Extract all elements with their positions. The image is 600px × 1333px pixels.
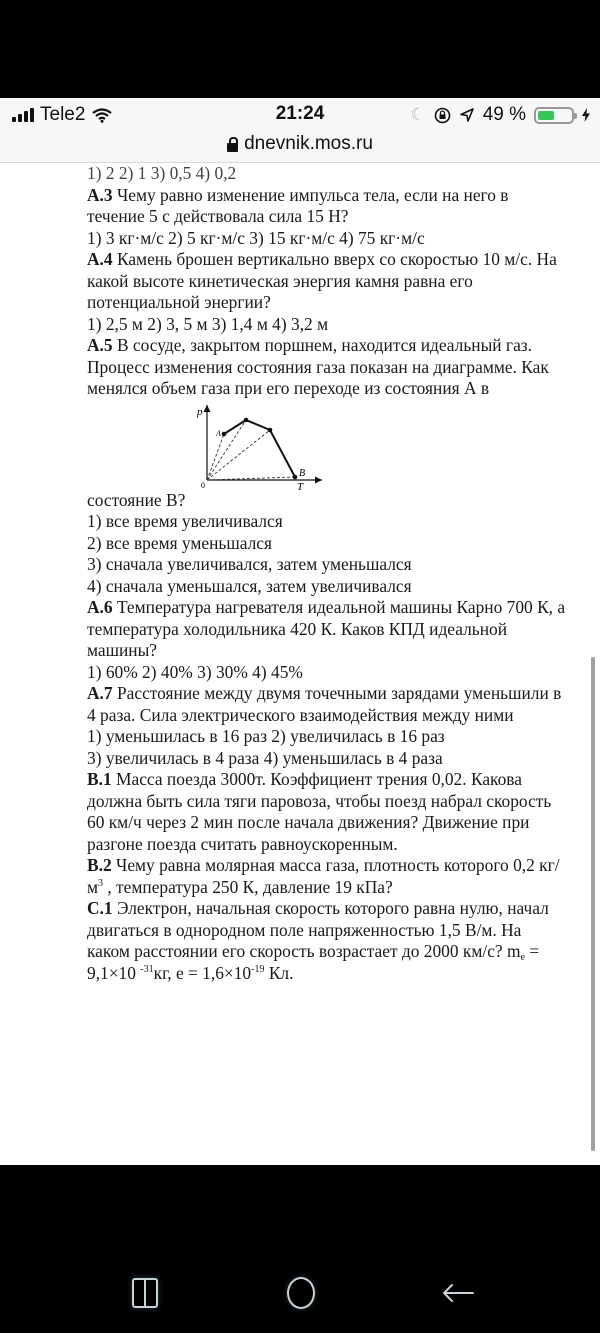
url-text[interactable]: dnevnik.mos.ru <box>244 133 373 154</box>
cut-off-line: 1) 2 2) 1 3) 0,5 4) 0,2 <box>87 163 237 183</box>
back-arrow-icon <box>441 1283 475 1303</box>
question-a5-option-3: 3) сначала увеличивался, затем уменьшался <box>87 554 412 574</box>
battery-icon <box>534 107 574 124</box>
question-a5-option-1: 1) все время увеличивался <box>87 511 283 531</box>
question-a5-option-4: 4) сначала уменьшался, затем увеличивался <box>87 575 412 596</box>
process-curve <box>224 420 295 477</box>
top-black-area <box>0 0 600 98</box>
scrollbar[interactable] <box>591 657 595 1151</box>
question-a6-options: 1) 60% 2) 40% 3) 30% 4) 45% <box>87 661 303 682</box>
point-mid-2 <box>268 427 273 432</box>
point-b <box>293 474 298 479</box>
question-a4: А.4 Камень брошен вертикально вверх со скоростью 10 м/с. На какой высоте кинетическая энергия камня равна его потенциальной энергии? <box>87 249 557 312</box>
question-a5-continuation: состояние В? <box>87 489 186 510</box>
home-button[interactable] <box>281 1273 321 1313</box>
point-mid-1 <box>244 417 249 422</box>
location-icon <box>459 107 475 123</box>
question-a7-options-2: 3) увеличилась в 4 раза 4) уменьшилась в 4 раза <box>87 747 443 768</box>
question-a7: А.7 Расстояние между двумя точечными зарядами уменьшили в 4 раза. Сила электрического взаимодействия между ними <box>87 683 562 725</box>
moon-icon: ☾ <box>410 105 426 124</box>
origin-label: 0 <box>201 480 205 490</box>
document <box>87 163 567 984</box>
clock: 21:24 <box>275 103 325 124</box>
carrier-name: Tele2 <box>40 104 86 125</box>
battery-fill <box>538 111 554 120</box>
recents-button[interactable] <box>125 1273 165 1313</box>
point-b-label: B <box>299 467 306 479</box>
home-icon <box>287 1277 315 1309</box>
y-axis-label: p <box>197 405 203 418</box>
android-nav-bar <box>0 1165 600 1333</box>
question-a7-options-1: 1) уменьшилась в 16 раз 2) увеличилась в 16 раз <box>87 726 445 746</box>
point-a <box>222 431 227 436</box>
pt-diagram <box>197 400 327 490</box>
question-a3: А.3 Чему равно изменение импульса тела, если на него в течение 5 с действовала сила 15 Н? <box>87 184 509 226</box>
battery-percent: 49 % <box>482 104 526 125</box>
web-content <box>0 163 600 1165</box>
rotation-lock-icon <box>434 107 451 124</box>
question-c1: С.1 Электрон, начальная скорость которого равна нулю, начал двигаться в однородном поле напряженностью 1,5 В/м. На каком расстоянии его скорость возрастает до 2000 км/с? $m_e = 9,1\times 10$ $^{-31}$кг, $е = 1,6\times 10^{-19}$ Кл. <box>87 898 549 983</box>
question-a5-option-2: 2) все время уменьшался <box>87 532 273 553</box>
x-axis-label: T <box>297 480 304 490</box>
lock-icon <box>227 143 238 152</box>
status-bar <box>0 98 600 130</box>
question-a3-options: 1) 3 кг·м/с 2) 5 кг·м/с 3) 15 кг·м/с 4) 75 кг·м/с <box>87 227 425 248</box>
point-a-label: A <box>216 428 221 438</box>
question-a6: А.6 Температура нагревателя идеальной машины Карно 700 К, а температура холодильника 420 К. Каков КПД идеальной машины? <box>87 597 566 660</box>
question-a4-options: 1) 2,5 м 2) 3, 5 м 3) 1,4 м 4) 3,2 м <box>87 313 329 334</box>
browser-address-bar[interactable] <box>0 130 600 163</box>
question-a5: А.5 В сосуде, закрытом поршнем, находится идеальный газ. Процесс изменения состояния газа показан на диаграмме. Как менялся объем газа при его переходе из состояния А в <box>87 335 549 398</box>
back-button[interactable] <box>438 1273 478 1313</box>
question-b1: В.1 Масса поезда 3000т. Коэффициент трения 0,02. Какова должна быть сила тяги паровоза, чтобы поезд набрал скорость 60 км/ч через 2 мин после начала движения? Движение при разгоне поезда считать равноускоренным. <box>87 769 552 854</box>
charging-icon <box>582 108 590 122</box>
question-b2: В.2 Чему равна молярная масса газа, плотность которого 0,2 $кг/м^3$ , температура 250 К, давление 19 кПа? <box>87 855 560 897</box>
recents-icon <box>132 1278 158 1308</box>
